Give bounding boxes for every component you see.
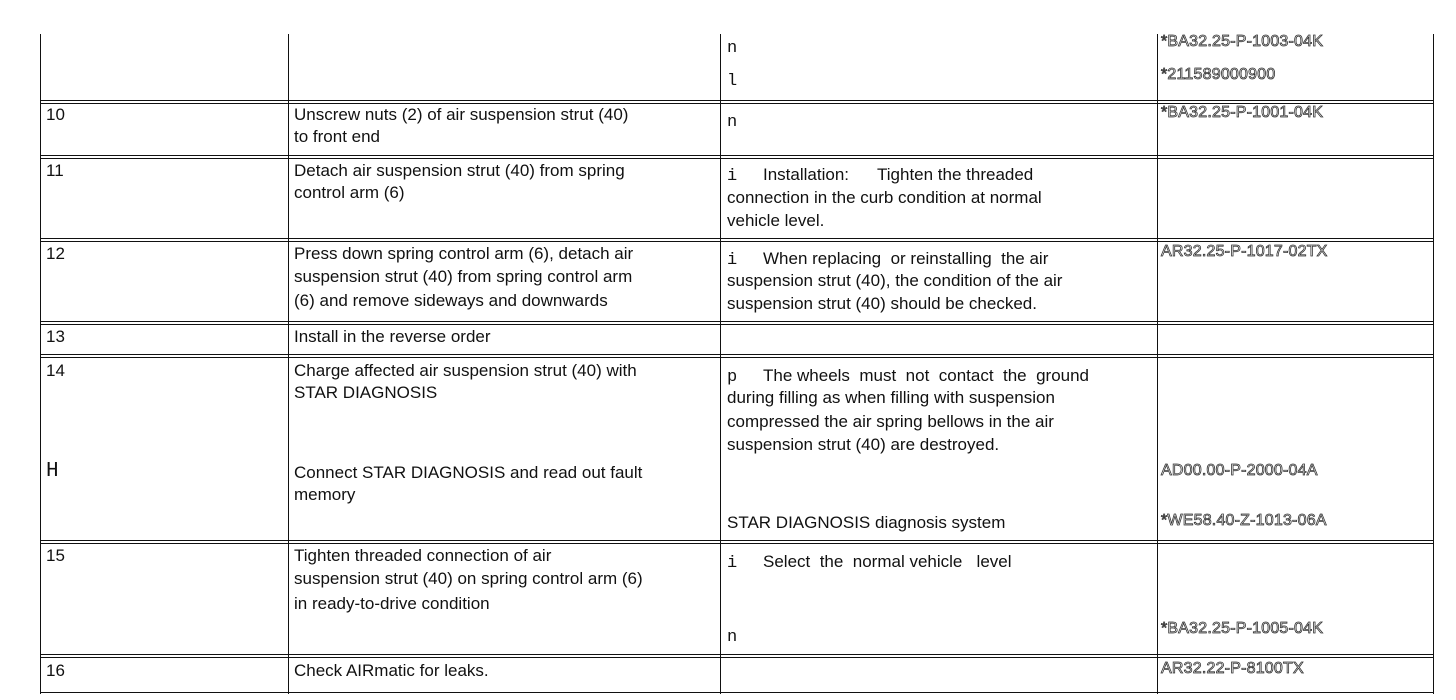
note-line bbox=[727, 365, 1089, 390]
step-number: 11 bbox=[46, 161, 64, 180]
note-line: vehicle level. bbox=[727, 211, 825, 230]
row-divider bbox=[40, 543, 1434, 544]
step-text: control arm (6) bbox=[294, 183, 405, 202]
row-divider bbox=[40, 321, 1434, 322]
step-text: Charge affected air suspension strut (40) with bbox=[294, 361, 637, 380]
note-line bbox=[727, 164, 1033, 189]
step-number: 10 bbox=[46, 105, 65, 124]
grid-line bbox=[1157, 34, 1158, 694]
step-text: Tighten threaded connection of air bbox=[294, 546, 552, 565]
row-divider bbox=[40, 657, 1434, 658]
reference-link[interactable]: *BA32.25-P-1003-04K bbox=[1161, 33, 1324, 50]
reference-link[interactable]: AR32.22-P-8100TX bbox=[1161, 660, 1304, 677]
note-label: Installation: bbox=[763, 165, 849, 184]
step-text: suspension strut (40) from spring control arm bbox=[294, 267, 633, 286]
step-text: memory bbox=[294, 485, 356, 504]
note-line: connection in the curb condition at normal bbox=[727, 188, 1042, 207]
row-divider bbox=[40, 654, 1434, 655]
note-text: Select the normal vehicle level bbox=[763, 552, 1012, 571]
step-text: Check AIRmatic for leaks. bbox=[294, 661, 489, 680]
symbol-n: n bbox=[727, 628, 738, 647]
reference-link[interactable]: *211589000900 bbox=[1161, 66, 1276, 83]
note-line: suspension strut (40) are destroyed. bbox=[727, 435, 1000, 454]
step-text: Install in the reverse order bbox=[294, 327, 491, 346]
step-number: 16 bbox=[46, 661, 65, 680]
row-divider bbox=[40, 100, 1434, 101]
note-line: compressed the air spring bellows in the air bbox=[727, 412, 1054, 431]
step-text: in ready-to-drive condition bbox=[294, 594, 490, 613]
note-line: during filling as when filling with suspension bbox=[727, 388, 1055, 407]
reference-link[interactable]: *WE58.40-Z-1013-06A bbox=[1161, 512, 1327, 529]
reference-link[interactable]: *BA32.25-P-1001-04K bbox=[1161, 104, 1324, 121]
note-line bbox=[727, 248, 1048, 273]
grid-line bbox=[720, 34, 721, 694]
note-text: The wheels must not contact the ground bbox=[763, 366, 1090, 385]
step-text: Unscrew nuts (2) of air suspension strut (40) bbox=[294, 105, 629, 124]
symbol-n: n bbox=[727, 113, 738, 132]
step-text: Detach air suspension strut (40) from spring bbox=[294, 161, 625, 180]
row-divider bbox=[40, 238, 1434, 239]
step-text: (6) and remove sideways and downwards bbox=[294, 291, 608, 310]
step-text: suspension strut (40) on spring control arm (6) bbox=[294, 569, 643, 588]
note-line: suspension strut (40) should be checked. bbox=[727, 294, 1037, 313]
row-divider bbox=[40, 158, 1434, 159]
note-text: When replacing or reinstalling the air bbox=[763, 249, 1049, 268]
reference-link[interactable]: AR32.25-P-1017-02TX bbox=[1161, 243, 1328, 260]
row-divider bbox=[40, 324, 1434, 325]
step-text: Connect STAR DIAGNOSIS and read out fault bbox=[294, 463, 643, 482]
step-text: Press down spring control arm (6), detach air bbox=[294, 244, 634, 263]
row-divider bbox=[40, 540, 1434, 541]
info-icon: i bbox=[727, 251, 738, 270]
symbol-l: l bbox=[727, 72, 738, 91]
step-number: 12 bbox=[46, 244, 65, 263]
step-number: 13 bbox=[46, 327, 65, 346]
note-line bbox=[727, 551, 1012, 576]
grid-line bbox=[40, 34, 41, 694]
step-text: STAR DIAGNOSIS bbox=[294, 383, 438, 402]
reference-link[interactable]: *BA32.25-P-1005-04K bbox=[1161, 620, 1324, 637]
grid-line bbox=[1433, 34, 1434, 694]
hint-icon: H bbox=[46, 460, 59, 483]
tool-name: STAR DIAGNOSIS diagnosis system bbox=[727, 513, 1006, 532]
row-divider bbox=[40, 155, 1434, 156]
note-text: Tighten the threaded bbox=[877, 165, 1034, 184]
row-divider bbox=[40, 357, 1434, 358]
warning-icon: p bbox=[727, 368, 738, 387]
row-divider bbox=[40, 692, 1434, 693]
row-divider bbox=[40, 354, 1434, 355]
step-number: 15 bbox=[46, 546, 65, 565]
step-text: to front end bbox=[294, 127, 381, 146]
info-icon: i bbox=[727, 554, 738, 573]
grid-line bbox=[288, 34, 289, 694]
note-line: suspension strut (40), the condition of the air bbox=[727, 271, 1063, 290]
symbol-n: n bbox=[727, 39, 738, 58]
row-divider bbox=[40, 241, 1434, 242]
step-number: 14 bbox=[46, 361, 65, 380]
info-icon: i bbox=[727, 167, 738, 186]
reference-link[interactable]: AD00.00-P-2000-04A bbox=[1161, 462, 1318, 479]
